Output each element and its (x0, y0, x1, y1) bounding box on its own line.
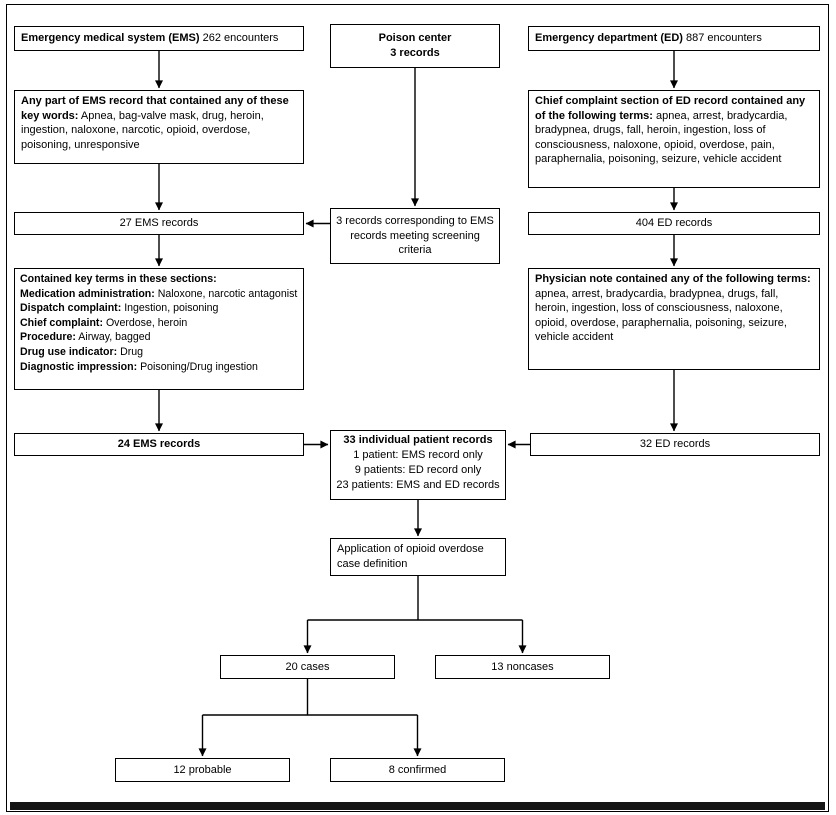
count-8-confirmed: 8 confirmed (388, 763, 447, 776)
box-13-noncases (435, 655, 610, 679)
box-ed-encounters-label: Emergency department (ED) (535, 32, 683, 45)
box-20-cases (220, 655, 395, 679)
poison-crossmatch-text: 3 records corresponding to EMS records meeting screening criteria (336, 215, 494, 257)
patient-records-title: 33 individual patient records (343, 434, 493, 446)
ed-chief-complaint-terms: apnea, arrest, bradycardia, bradypnea, drugs, fall, heroin, ingestion, loss of consciousness, naloxone, opioid, overdose, pain, paraphernalia, poisoning, seizure, vehicle accident (535, 109, 788, 166)
patient-records-line: 1 patient: EMS record only (353, 448, 483, 461)
key-term-line (20, 360, 298, 375)
physician-note-terms: apnea, arrest, bradycardia, bradypnea, drugs, fall, heroin, ingestion, loss of consciousness, naloxone, opioid, overdose, paraphernalia, poisoning, seizure, vehicle accident (535, 287, 787, 344)
key-term-label: Drug use indicator: (20, 346, 118, 359)
key-term-line (20, 301, 298, 316)
physician-note-label: Physician note contained any of the following terms: (535, 273, 811, 285)
key-term-line (20, 330, 298, 345)
count-404-ed-records: 404 ED records (635, 217, 713, 230)
box-24-ems-records (14, 433, 304, 456)
key-term-value: Drug (117, 346, 144, 359)
patient-records-line: 9 patients: ED record only (354, 463, 482, 476)
box-404-ed-records (528, 212, 820, 235)
box-ems-encounters (14, 26, 304, 51)
key-term-value: Overdose, heroin (103, 316, 188, 329)
patient-records-line: 23 patients: EMS and ED records (336, 478, 500, 491)
key-term-label: Diagnostic impression: (20, 360, 138, 373)
box-ed-chief-complaint-screen (528, 90, 820, 188)
box-27-ems-records (14, 212, 304, 235)
box-ems-encounters-count: 262 encounters (199, 32, 279, 45)
ems-key-terms-title: Contained key terms in these sections: (20, 273, 217, 285)
key-term-value: Poisoning/Drug ingestion (137, 360, 258, 373)
box-ems-encounters-label: Emergency medical system (EMS) (21, 32, 200, 45)
count-32-ed-records: 32 ED records (639, 438, 711, 451)
ems-keyword-screen-label: Any part of EMS record that contained any of these key words: (21, 95, 289, 122)
box-ed-encounters-text (535, 31, 762, 46)
box-32-ed-records (530, 433, 820, 456)
count-24-ems-records: 24 EMS records (117, 438, 201, 451)
box-case-definition (330, 538, 506, 576)
box-physician-note (528, 268, 820, 370)
key-term-label: Procedure: (20, 331, 76, 344)
count-12-probable: 12 probable (173, 763, 232, 776)
key-term-line (20, 316, 298, 331)
box-poison-center (330, 24, 500, 68)
case-definition-text: Application of opioid overdose case definition (337, 543, 484, 570)
key-term-line (20, 287, 298, 302)
key-term-value: Naloxone, narcotic antagonist (154, 287, 298, 300)
count-27-ems-records: 27 EMS records (119, 217, 199, 230)
ed-chief-complaint-label: Chief complaint section of ED record contained any of the following terms: (535, 95, 806, 122)
key-term-value: Ingestion, poisoning (121, 302, 219, 315)
box-poison-crossmatch (330, 208, 500, 264)
box-ems-key-terms (14, 268, 304, 390)
box-patient-records (330, 430, 506, 500)
box-ed-encounters (528, 26, 820, 51)
ems-keyword-screen-terms: Apnea, bag-valve mask, drug, heroin, ingestion, naloxone, narcotic, opioid, overdose, poisoning, unresponsive (21, 109, 264, 151)
key-term-label: Medication administration: (20, 287, 155, 300)
box-ems-encounters-text (21, 31, 278, 46)
box-ed-encounters-count: 887 encounters (682, 32, 762, 45)
box-8-confirmed (330, 758, 505, 782)
poison-center-line2: 3 records (390, 47, 440, 59)
box-ems-keyword-screen (14, 90, 304, 164)
caption-cutoff-strip (10, 802, 825, 810)
key-term-value: Airway, bagged (75, 331, 151, 344)
key-term-line (20, 345, 298, 360)
key-term-label: Chief complaint: (20, 316, 103, 329)
poison-center-line1: Poison center (378, 32, 452, 45)
key-term-label: Dispatch complaint: (20, 302, 122, 315)
count-13-noncases: 13 noncases (491, 660, 554, 673)
box-12-probable (115, 758, 290, 782)
count-20-cases: 20 cases (285, 660, 330, 673)
